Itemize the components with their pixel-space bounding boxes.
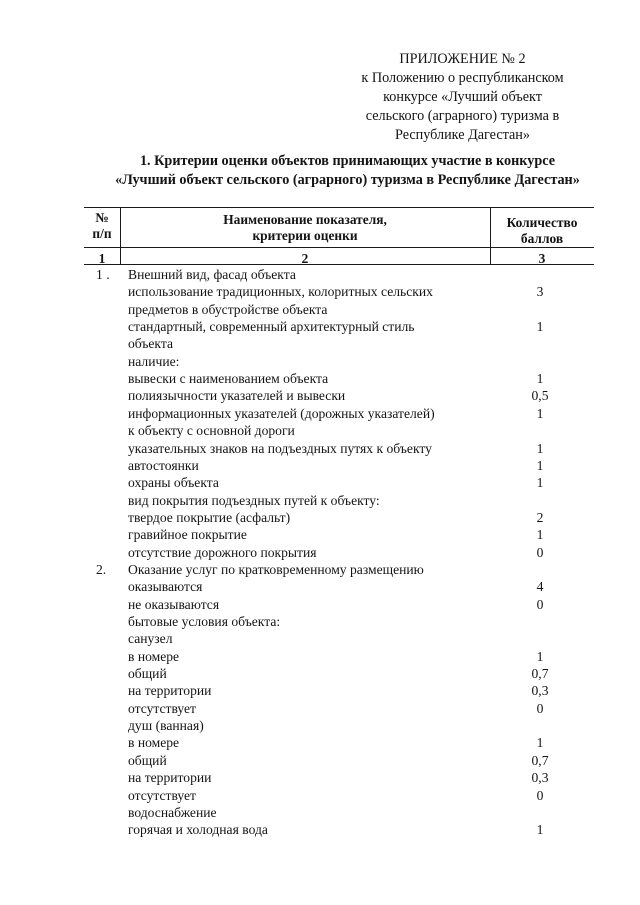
row-criterion: санузел <box>128 631 173 646</box>
row-number: 2. <box>96 562 107 577</box>
row-criterion: отсутствует <box>128 701 197 716</box>
column-number-1: 1 <box>98 251 106 266</box>
row-criterion: Оказание услуг по кратковременному размещению <box>128 562 424 577</box>
row-criterion: автостоянки <box>128 458 199 473</box>
row-number: 1 . <box>96 267 110 282</box>
row-points: 0,5 <box>531 388 549 403</box>
heading-line: 1. Критерии оценки объектов принимающих участие в конкурсе <box>139 153 556 169</box>
row-points: 4 <box>536 579 544 594</box>
row-points: 1 <box>536 319 544 334</box>
row-criterion: объекта <box>128 336 174 351</box>
row-points: 0,7 <box>531 753 549 768</box>
appendix-line: конкурсе «Лучший объект <box>383 89 542 105</box>
row-points: 0,3 <box>531 770 549 785</box>
row-criterion: в номере <box>128 649 180 664</box>
appendix-block <box>330 50 595 145</box>
row-points: 0 <box>536 788 544 803</box>
row-criterion: отсутствие дорожного покрытия <box>128 545 317 560</box>
appendix-line: Республике Дагестан» <box>395 127 530 143</box>
row-points: 1 <box>536 527 544 542</box>
row-points: 0 <box>536 597 544 612</box>
row-criterion: водоснабжение <box>128 805 217 820</box>
row-criterion: указательных знаков на подъездных путях к объекту <box>128 441 432 456</box>
row-criterion: общий <box>128 666 167 681</box>
row-criterion: стандартный, современный архитектурный стиль <box>128 319 415 334</box>
row-points: 1 <box>536 441 544 456</box>
row-criterion: горячая и холодная вода <box>128 822 268 837</box>
row-criterion: информационных указателей (дорожных указателей) <box>128 406 435 421</box>
row-criterion: оказываются <box>128 579 203 594</box>
row-points: 1 <box>536 406 544 421</box>
row-criterion: охраны объекта <box>128 475 219 490</box>
row-criterion: предметов в обустройстве объекта <box>128 302 328 317</box>
row-criterion: душ (ванная) <box>128 718 204 733</box>
row-points: 0 <box>536 545 544 560</box>
appendix-title: ПРИЛОЖЕНИЕ № 2 <box>399 51 526 67</box>
row-points: 1 <box>536 475 544 490</box>
row-criterion: общий <box>128 753 167 768</box>
row-criterion: полиязычности указателей и вывески <box>128 388 346 403</box>
header-bottom-border <box>84 247 594 248</box>
row-points: 1 <box>536 822 544 837</box>
row-criterion: твердое покрытие (асфальт) <box>128 510 291 525</box>
header-number: № п/п <box>92 210 112 241</box>
row-points: 1 <box>536 649 544 664</box>
row-points: 0,7 <box>531 666 549 681</box>
row-criterion: вид покрытия подъездных путей к объекту: <box>128 493 380 508</box>
row-criterion: наличие: <box>128 354 180 369</box>
row-criterion: Внешний вид, фасад объекта <box>128 267 296 282</box>
appendix-line: к Положению о республиканском <box>361 70 564 86</box>
row-points: 1 <box>536 371 544 386</box>
row-criterion: отсутствует <box>128 788 197 803</box>
row-criterion: вывески с наименованием объекта <box>128 371 329 386</box>
heading-line: «Лучший объект сельского (аграрного) туризма в Республике Дагестан» <box>115 172 580 188</box>
row-points: 0 <box>536 701 544 716</box>
row-points: 1 <box>536 458 544 473</box>
column-number-3: 3 <box>538 251 546 266</box>
row-points: 0,3 <box>531 683 549 698</box>
row-criterion: к объекту с основной дороги <box>128 423 295 438</box>
table-top-border <box>84 207 594 208</box>
row-criterion: бытовые условия объекта: <box>128 614 281 629</box>
row-points: 2 <box>536 510 544 525</box>
row-criterion: не оказываются <box>128 597 220 612</box>
row-points: 3 <box>536 284 544 299</box>
row-criterion: использование традиционных, колоритных сельских <box>128 284 433 299</box>
row-points: 1 <box>536 735 544 750</box>
header-points: Количество баллов <box>506 215 578 246</box>
section-heading <box>85 152 610 190</box>
row-criterion: гравийное покрытие <box>128 527 247 542</box>
row-criterion: на территории <box>128 683 212 698</box>
row-criterion: на территории <box>128 770 212 785</box>
header-indicator: Наименование показателя, критерии оценки <box>223 212 387 243</box>
column-number-2: 2 <box>301 251 309 266</box>
appendix-line: сельского (аграрного) туризма в <box>365 108 560 124</box>
row-criterion: в номере <box>128 735 180 750</box>
